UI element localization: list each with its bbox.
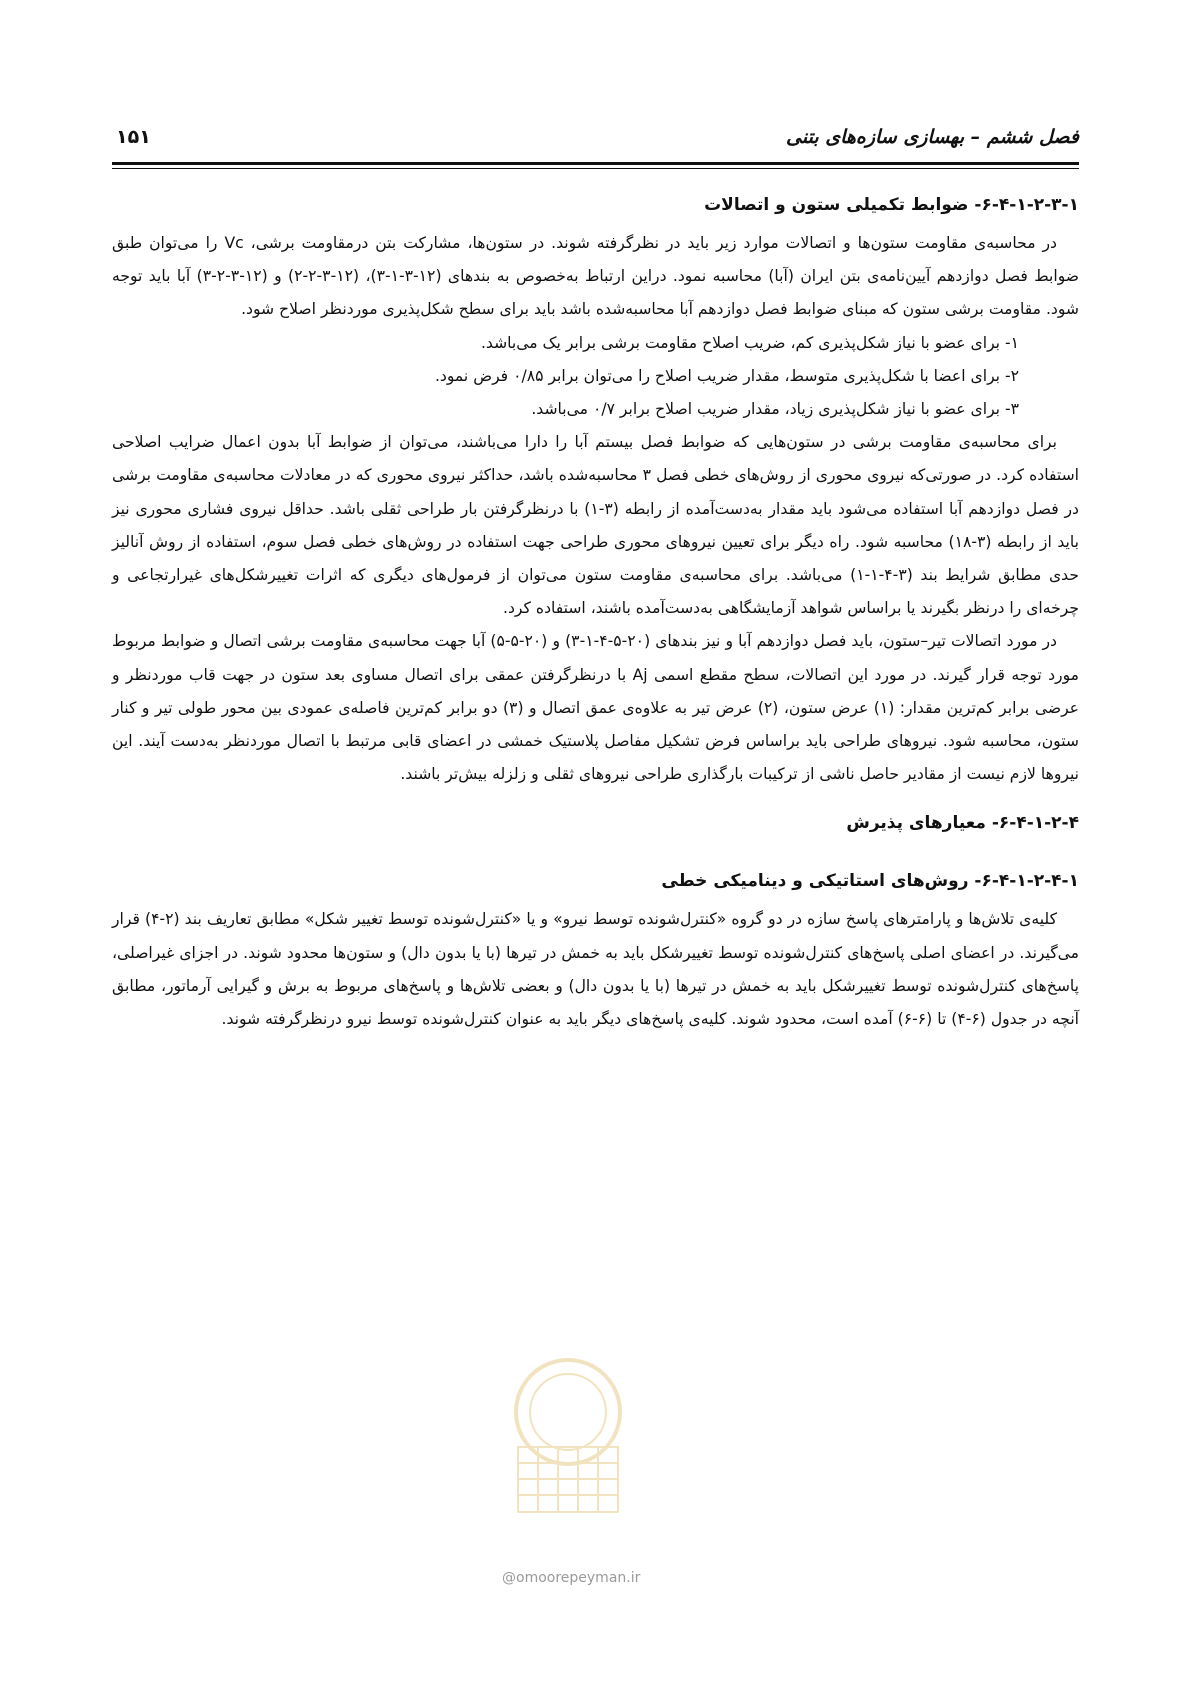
page-number: ۱۵۱ — [116, 126, 151, 148]
page-header — [112, 118, 1079, 158]
header-rule-thin — [112, 168, 1079, 169]
list-item: ۲- برای اعضا با شکل‌پذیری متوسط، مقدار ضریب اصلاح را می‌توان برابر ۰/۸۵ فرض نمود. — [434, 366, 1019, 385]
section-heading: ۶-۴-۱-۲-۴-۱- روش‌های استاتیکی و دینامیکی خطی — [661, 871, 1079, 892]
header-rule-thick — [112, 162, 1079, 165]
section-heading: ۶-۴-۱-۲-۴- معیارهای پذیرش — [846, 813, 1079, 834]
running-title: فصل ششم – بهسازی سازه‌های بتنی — [786, 126, 1079, 148]
section-heading: ۶-۴-۱-۲-۳-۱- ضوابط تکمیلی ستون و اتصالات — [704, 195, 1079, 215]
body-paragraph: کلیه‌ی تلاش‌ها و پارامترهای پاسخ سازه در دو گروه «کنترل‌شونده توسط نیرو» و یا «کنترل‌شونده توسط تغییر شکل» مطابق تعاریف بند (۲-۴) قرار می‌گیرند. در اعضای اصلی پاسخ‌های کنترل‌شونده توسط تغییرشکل باید به خمش در تیرها (با یا بدون دال) و ستون‌ها محدود شوند. در اجزای غیراصلی، پاسخ‌های کنترل‌شونده توسط تغییرشکل باید به خمش در تیرها (با یا بدون دال) و بعضی تلاش‌ها و پاسخ‌های مربوط به برش و گیرایی آرماتور، مطابق آنچه در جدول (۶-۴) تا (۶-۶) آمده است، محدود شوند. کلیه‌ی پاسخ‌های دیگر باید به عنوان کنترل‌شونده توسط نیرو درنظرگرفته شوند. — [112, 910, 1079, 1029]
watermark-url: @omoorepeyman.ir — [502, 1570, 641, 1586]
watermark-seal — [478, 1352, 658, 1522]
body-paragraph: برای محاسبه‌ی مقاومت برشی در ستون‌هایی که ضوابط فصل بیستم آبا را دارا می‌باشند، می‌توان از ضوابط آبا بدون اعمال ضرایب اصلاحی استفاده کرد. در صورتی‌که نیروی محوری از روش‌های خطی فصل ۳ محاسبه‌شده باشد، حداکثر نیروی محوری که در معادلات محاسبه‌ی مقاومت برشی در فصل دوازدهم آبا استفاده می‌شود باید مقدار به‌دست‌آمده از رابطه (۳-۱) با درنظرگرفتن بار طراحی ثقلی باشد. حداقل نیروی فشاری محوری نیز باید از رابطه (۳-۱۸) محاسبه شود. راه دیگر برای تعیین نیروهای محوری طراحی جهت استفاده در روش‌های خطی فصل سوم، استفاده از روش آنالیز حدی مطابق شرایط بند (۳-۴-۱-۱) می‌باشد. برای محاسبه‌ی مقاومت ستون می‌توان از فرمول‌های دیگری که اثرات تغییرشکل‌های غیرارتجاعی و چرخه‌ای را درنظر بگیرند یا براساس شواهد آزمایشگاهی به‌دست‌آمده باشند، استفاده کرد. — [112, 433, 1080, 618]
page-body — [112, 183, 1079, 1036]
body-paragraph: در مورد اتصالات تیر–ستون، باید فصل دوازدهم آبا و نیز بندهای (۲۰-۵-۴-۱-۳) و (۲۰-۵-۵) آبا جهت محاسبه‌ی مقاومت برشی اتصال و ضوابط مربوط مورد توجه قرار گیرند. در مورد این اتصالات، سطح مقطع اسمی Aj با درنظرگرفتن عمقی برای اتصال مساوی بعد ستون در جهت قاب موردنظر و عرضی برابر کم‌ترین مقدار: (۱) عرض ستون، (۲) عرض تیر به علاوه‌ی عمق اتصال و (۳) دو برابر کم‌ترین فاصله‌ی عمودی بین محور طولی تیر و کنار ستون، محاسبه شود. نیروهای طراحی باید براساس فرض تشکیل مفاصل پلاستیک خمشی در اعضای قابی مرتبط با اتصال موردنظر به‌دست آیند. این نیروها لازم نیست از مقادیر حاصل ناشی از ترکیبات بارگذاری طراحی نیروهای ثقلی و زلزله بیش‌تر باشند. — [112, 632, 1079, 784]
body-paragraph: در محاسبه‌ی مقاومت ستون‌ها و اتصالات موارد زیر باید در نظرگرفته شوند. در ستون‌ها، مشارکت بتن درمقاومت برشی، Vc را می‌توان طبق ضوابط فصل دوازدهم آیین‌نامه‌ی بتن ایران (آبا) محاسبه نمود. دراین ارتباط به‌خصوص به بندهای (۱۲-۳-۱-۳)، (۱۲-۳-۲-۲) و (۱۲-۳-۲-۳) آبا باید توجه شود. مقاومت برشی ستون که مبنای ضوابط فصل دوازدهم آبا محاسبه‌شده باشد باید برای سطح شکل‌پذیری موردنظر اصلاح شود. — [112, 234, 1079, 319]
list-item: ۳- برای عضو با نیاز شکل‌پذیری زیاد، مقدار ضریب اصلاح برابر ۰/۷ می‌باشد. — [531, 400, 1019, 419]
list-item: ۱- برای عضو با نیاز شکل‌پذیری کم، ضریب اصلاح مقاومت برشی برابر یک می‌باشد. — [480, 333, 1019, 352]
